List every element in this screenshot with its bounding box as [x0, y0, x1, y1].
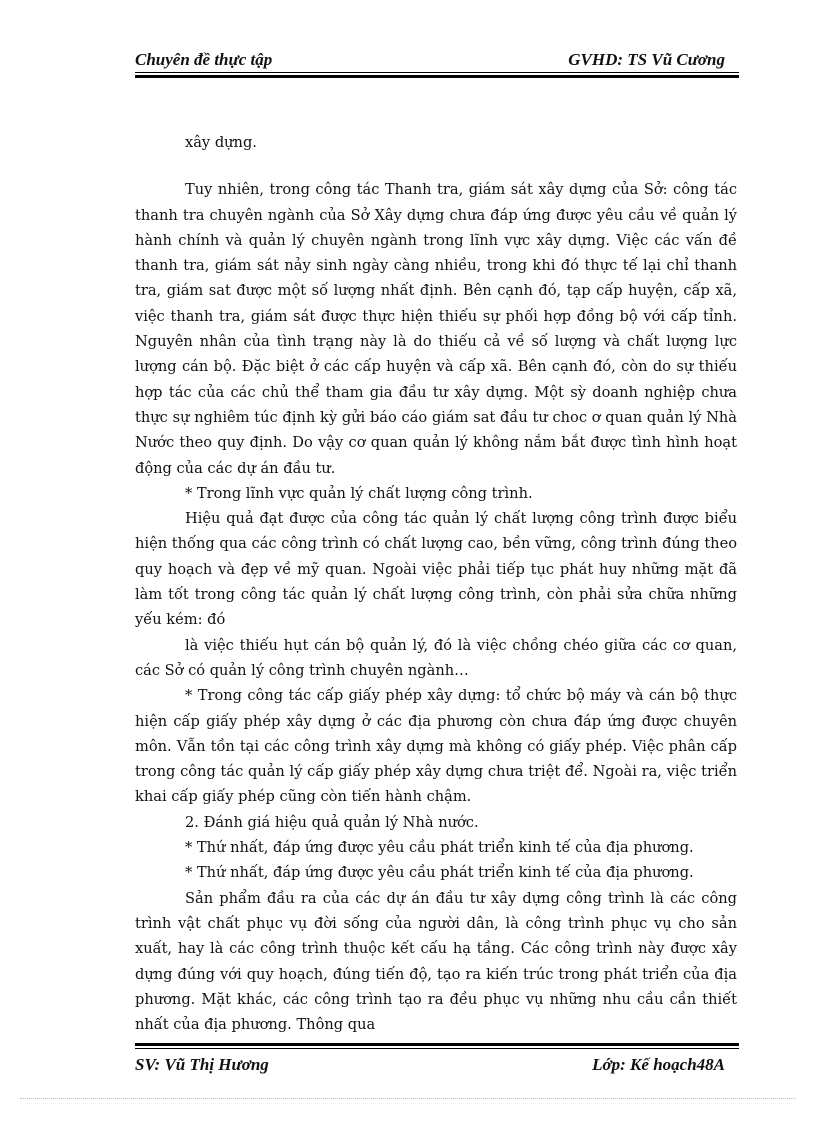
page-body: [135, 130, 737, 1037]
page-header: [135, 50, 737, 72]
footer-rule-thin: [135, 1048, 739, 1049]
paragraph: xây dựng.: [185, 134, 257, 151]
page-edge-divider: [20, 1098, 796, 1099]
paragraph: * Trong công tác cấp giấy phép xây dựng: tổ chức bộ máy và cán bộ thực hiện cấp giấy phép xây dựng ở các địa phương còn chưa đáp ứng được chuyên môn. Vẫn tồn tại các công trình xây dựng mà không có giấy phép. Việc phân cấp trong công tác quản lý cấp giấy phép xây dựng chưa triệt để. Ngoài ra, việc triển khai cấp giấy phép cũng còn tiến hành chậm.: [135, 687, 737, 806]
paragraph: là việc thiếu hụt cán bộ quản lý, đó là việc chồng chéo giữa các cơ quan, các Sở có quản lý công trình chuyên ngành…: [135, 636, 737, 679]
header-rule-thick: [135, 75, 739, 78]
paragraph: Tuy nhiên, trong công tác Thanh tra, giám sát xây dựng của Sở: công tác thanh tra chuyên ngành của Sở Xây dựng chưa đáp ứng được yêu cầu về quản lý hành chính và quản lý chuyên ngành trong lĩnh vực xây dựng. Việc các vấn đề thanh tra, giám sát nảy sinh ngày càng nhiều, trong khi đó thực tế lại chỉ thanh tra, giám sat được một số lượng nhất định. Bên cạnh đó, tạp cấp huyện, cấp xã, việc thanh tra, giám sát được thực hiện thiếu sự phối hợp đồng bộ với cấp tỉnh. Nguyên nhân của tình trạng này là do thiếu cả về số lượng và chất lượng lực lượng cán bộ. Đặc biệt ở các cấp huyện và cấp xã. Bên cạnh đó, còn do sự thiếu hợp tác của các chủ thể tham gia đầu tư xây dựng. Một sỳ doanh nghiệp chưa thực sự nghiêm túc định kỳ gửi báo cáo giám sat đầu tư choc ơ quan quản lý Nhà Nước theo quy định. Do vậy cơ quan quản lý không nắm bắt được tình hình hoạt động của các dự án đầu tư.: [135, 181, 737, 477]
section-heading: 2. Đánh giá hiệu quả quản lý Nhà nước.: [185, 813, 479, 831]
header-title: Chuyên đề thực tập: [135, 50, 273, 69]
paragraph: Sản phẩm đầu ra của các dự án đầu tư xây dựng công trình là các công trình vật chất phục vụ đời sống của người dân, là công trình phục vụ cho sản xuất, hay là các công trình thuộc kết cấu hạ tầng. Các công trình này được xây dựng đúng với quy hoạch, đúng tiến độ, tạo ra kiến trúc trong phát triển của địa phương. Mặt khác, các công trình tạo ra đều phục vụ những nhu cầu cần thiết nhất của địa phương. Thông qua: [135, 889, 737, 1034]
paragraph: * Trong lĩnh vực quản lý chất lượng công trình.: [185, 484, 533, 502]
paragraph: Hiệu quả đạt được của công tác quản lý chất lượng công trình được biểu hiện thống qua các công trình có chất lượng cao, bền vững, công trình đúng theo quy hoạch và đẹp về mỹ quan. Ngoài việc phải tiếp tục phát huy những mặt đã làm tốt trong công tác quản lý chất lượng công trình, còn phải sửa chữa những yếu kém: đó: [135, 510, 737, 629]
paragraph: * Thứ nhất, đáp ứng được yêu cầu phát triển kinh tế của địa phương.: [185, 839, 694, 857]
footer-class: Lớp: Kế hoạch48A: [592, 1055, 725, 1074]
header-advisor: GVHD: TS Vũ Cương: [568, 50, 725, 69]
footer-student: SV: Vũ Thị Hương: [135, 1055, 269, 1074]
header-rule-thin: [135, 72, 739, 73]
footer-rule-thick: [135, 1043, 739, 1046]
paragraph: * Thứ nhất, đáp ứng được yêu cầu phát triển kinh tế của địa phương.: [185, 864, 694, 882]
page-footer: [135, 1055, 737, 1077]
